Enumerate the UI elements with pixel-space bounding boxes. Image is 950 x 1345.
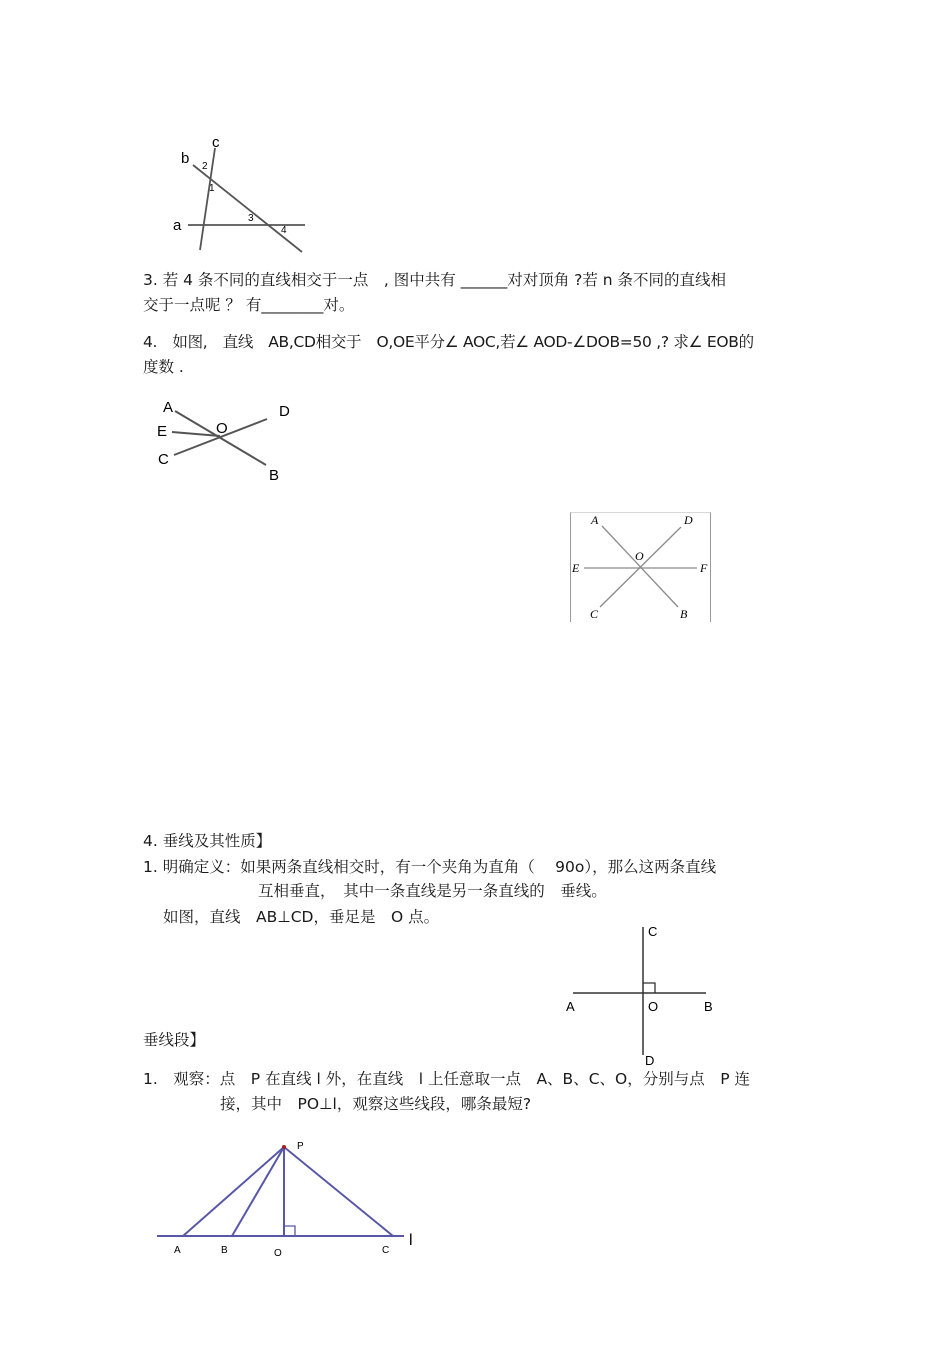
figure-intersecting-lines-oe: [150, 395, 300, 490]
label-b: b: [181, 150, 190, 167]
observation-line-2: 接，其中 PO⊥l，观察这些线段，哪条最短?: [220, 1095, 532, 1113]
label-A: A: [163, 399, 174, 416]
right-angle-mark: [643, 983, 655, 993]
label-A: A: [566, 999, 575, 1014]
label-C: C: [158, 451, 169, 468]
label-E: E: [157, 423, 168, 440]
segment-pb: [232, 1147, 284, 1236]
label-D: D: [279, 403, 290, 420]
angle-label-1: 1: [209, 183, 215, 194]
definition-line-2: 互相垂直， 其中一条直线是另一条直线的 垂线。: [258, 882, 607, 900]
label-A: A: [591, 513, 599, 527]
observation-line-1: 1. 观察：点 P 在直线 l 外，在直线 l 上任意取一点 A、B、C、O，分别与点 P 连: [143, 1070, 750, 1088]
label-C: C: [648, 924, 658, 939]
label-O: O: [216, 420, 228, 437]
label-D: D: [684, 513, 693, 527]
figure-perpendicular-segment: [150, 1135, 425, 1265]
section-heading-perpendicular: 4. 垂线及其性质】: [143, 832, 272, 850]
label-D: D: [645, 1053, 655, 1068]
label-B: B: [704, 999, 713, 1014]
label-a: a: [173, 217, 182, 234]
angle-label-3: 3: [248, 213, 254, 224]
question-4-line-1: 4. 如图, 直线 AB,CD相交于 O,OE平分∠ AOC,若∠ AOD-∠DOB=50 ,? 求∠ EOB的: [143, 333, 754, 351]
question-4-line-2: 度数 .: [143, 358, 184, 376]
figure-perpendicular-ab-cd: [560, 920, 725, 1070]
question-3-line-1: 3. 若 4 条不同的直线相交于一点 , 图中共有 ______对对顶角 ?若 n 条不同的直线相: [143, 271, 727, 289]
definition-line-1: 1. 明确定义：如果两条直线相交时，有一个夹角为直角（ 90o），那么这两条直线: [143, 858, 717, 876]
label-E: E: [572, 561, 580, 575]
segment-pc: [284, 1147, 393, 1236]
label-O: O: [274, 1248, 282, 1259]
line-b: [193, 165, 302, 252]
line-ab: [602, 526, 678, 607]
label-O: O: [648, 999, 659, 1014]
label-l: l: [409, 1232, 413, 1249]
figure-three-lines: [569, 512, 713, 622]
label-B: B: [269, 467, 280, 484]
label-C: C: [382, 1245, 390, 1256]
label-c: c: [212, 134, 220, 151]
right-angle-mark: [284, 1226, 295, 1236]
figure-angles-abc: [160, 130, 320, 255]
label-P: P: [297, 1141, 304, 1152]
label-F: F: [700, 561, 708, 575]
section-heading-perpendicular-segment: 垂线段】: [143, 1031, 206, 1049]
question-3-line-2: 交于一点呢 ？ 有________对。: [143, 296, 355, 314]
label-B: B: [680, 607, 688, 621]
label-A: A: [174, 1245, 181, 1256]
label-B: B: [221, 1245, 228, 1256]
angle-label-4: 4: [281, 225, 287, 236]
example-text: 如图，直线 AB⊥CD，垂足是 O 点。: [163, 908, 440, 926]
label-O: O: [635, 549, 644, 563]
angle-label-2: 2: [202, 161, 208, 172]
label-C: C: [590, 607, 599, 621]
point-p: [282, 1145, 286, 1149]
segment-pa: [183, 1147, 284, 1236]
line-cd: [600, 527, 681, 607]
